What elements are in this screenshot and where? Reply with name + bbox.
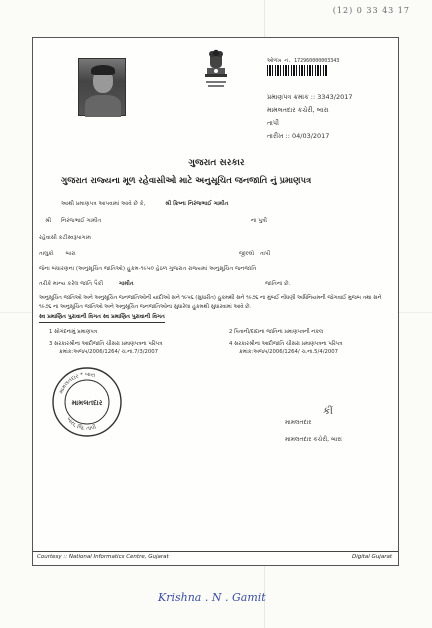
proof-item-1: 1 સોગંદનામું પ્રમાણપત્ર (49, 329, 97, 335)
footer-divider (33, 551, 398, 552)
proof-item-2: 2 પિતાની/દાદાના જાતિના પ્રમાણપત્રની નકલ (229, 329, 323, 335)
government-heading: ગુજરાત સરકાર (188, 158, 245, 168)
digital-gujarat-text: Digital Gujarat (351, 554, 392, 560)
issuing-office: મામલતદાર કચેરી, બારા (267, 106, 329, 114)
issuing-district: તાપી (267, 119, 279, 127)
certificate-meta (267, 91, 353, 143)
taluka-value: બારા (65, 251, 76, 257)
barcode-id: ઓળખ નં. 172960000003343 (267, 58, 340, 64)
caste-suffix: જાતિના છે. (265, 281, 291, 287)
seal-bottom-text: બારા, જિ. તાપી (65, 416, 97, 433)
signatory-office: મામલતદાર કચેરી, બારા (285, 436, 342, 443)
barcode-icon (267, 65, 327, 76)
certificate-title: ગુજરાત રાજ્યના મૂળ રહેવાસીઓ માટે અનુસૂચિત જનજાતિ નું પ્રમાણપત્ર (61, 176, 312, 186)
svg-text:બારા, જિ. તાપી (65, 416, 97, 432)
applicant-photo (78, 58, 126, 116)
svg-text:મામલતદાર * બારા (58, 372, 96, 395)
handwritten-reference-note: (12) 0 33 43 17 (332, 6, 410, 15)
signature-mark: કીં (323, 406, 333, 417)
national-emblem-icon (201, 48, 231, 94)
taluka-line: તાલુકો બારા (39, 251, 76, 257)
holder-name: શ્રી ક્રિષ્ના નિરંજભાઈ ગામીત (165, 201, 229, 207)
proof-item-3: 3 સરકારશ્રીના આદીજાતિ ચીસરા પ્રમાણપત્રના પરિપત્ર ક્રમાંક:અજપ/2006/1264/ ચ.ના.7/3/2007 (49, 341, 163, 355)
seal-center-text: મામલતદાર (71, 399, 103, 407)
courtesy-text: Courtesy :: National Informatics Centre, Gujarat (37, 554, 169, 560)
caste-line: તરીકે માન્ય કરેલ જાતિ પૈકી ગામીત (39, 281, 134, 287)
legal-paragraph: અનુસૂચિત જાતિઓ અને અનુસૂચિત જનજાતિઓની યાદીઓ સને ૧૯૫૬ (સુધારીત) હુકમથી સને ૧૯૭૬ ના મુંબઈ નોંધણી અધિનિયમની જોગવાઈ મુજબ તથા સને ૧૯૭૬ ના અનુસૂચિત જાતિઓ અને અનુસૂચિત જનજાતિઓના સુધારેલા હુકમથી સુધારવામાં આવે છે. (39, 295, 382, 310)
relation-text: ના પુત્રી (251, 218, 267, 224)
district-line: જીલ્લો તાપી (239, 251, 271, 257)
father-name: નિરંજભાઈ ગામીત (60, 218, 102, 224)
certificate-number: પ્રમાણપત્ર ક્રમાંક :: 3343/2017 (267, 93, 353, 101)
seal-top-text: મામલતદાર * બારા (58, 371, 96, 395)
caste-value: ગામીત (118, 281, 134, 287)
signatory-title: મામલતદાર (285, 419, 312, 426)
order-line: જેના બંધારણના (અનુસૂચિત જાતિઓ) હુકમ-૧૯૫૦ હેઠળ ગુજરાત રાજ્યમાં અનુસૂચિત જનજાતિ (39, 266, 257, 272)
residence-line: રહેવાસી કટીસ્વરૂપાગામ (39, 235, 92, 241)
proof-heading: સ્વ પ્રમાણિત પુરાવાની વિગત સ્વ પ્રમાણિત પુરાવાની વિગત (39, 314, 165, 323)
proof-item-4: 4 સરકારશ્રીના આદીજાતિ ચીસરા પ્રમાણપત્રના પરિપત્ર ક્રમાંક:અજપ/2006/1264/ ચ.ના.5/4/2007 (229, 341, 343, 355)
issue-date: તારીખ :: 04/03/2017 (267, 132, 330, 140)
handwritten-name: Krishna . N . Gamit (158, 591, 266, 604)
official-seal-icon (51, 366, 123, 438)
district-value: તાપી (259, 251, 271, 257)
father-line: શ્રી નિરંજભાઈ ગામીત (45, 218, 102, 224)
certify-line: આથી પ્રમાણપત્ર આપવામાં આવે છે કે, શ્રી ક્રિષ્ના નિરંજભાઈ ગામીત (61, 201, 229, 207)
certificate-frame (32, 37, 399, 566)
